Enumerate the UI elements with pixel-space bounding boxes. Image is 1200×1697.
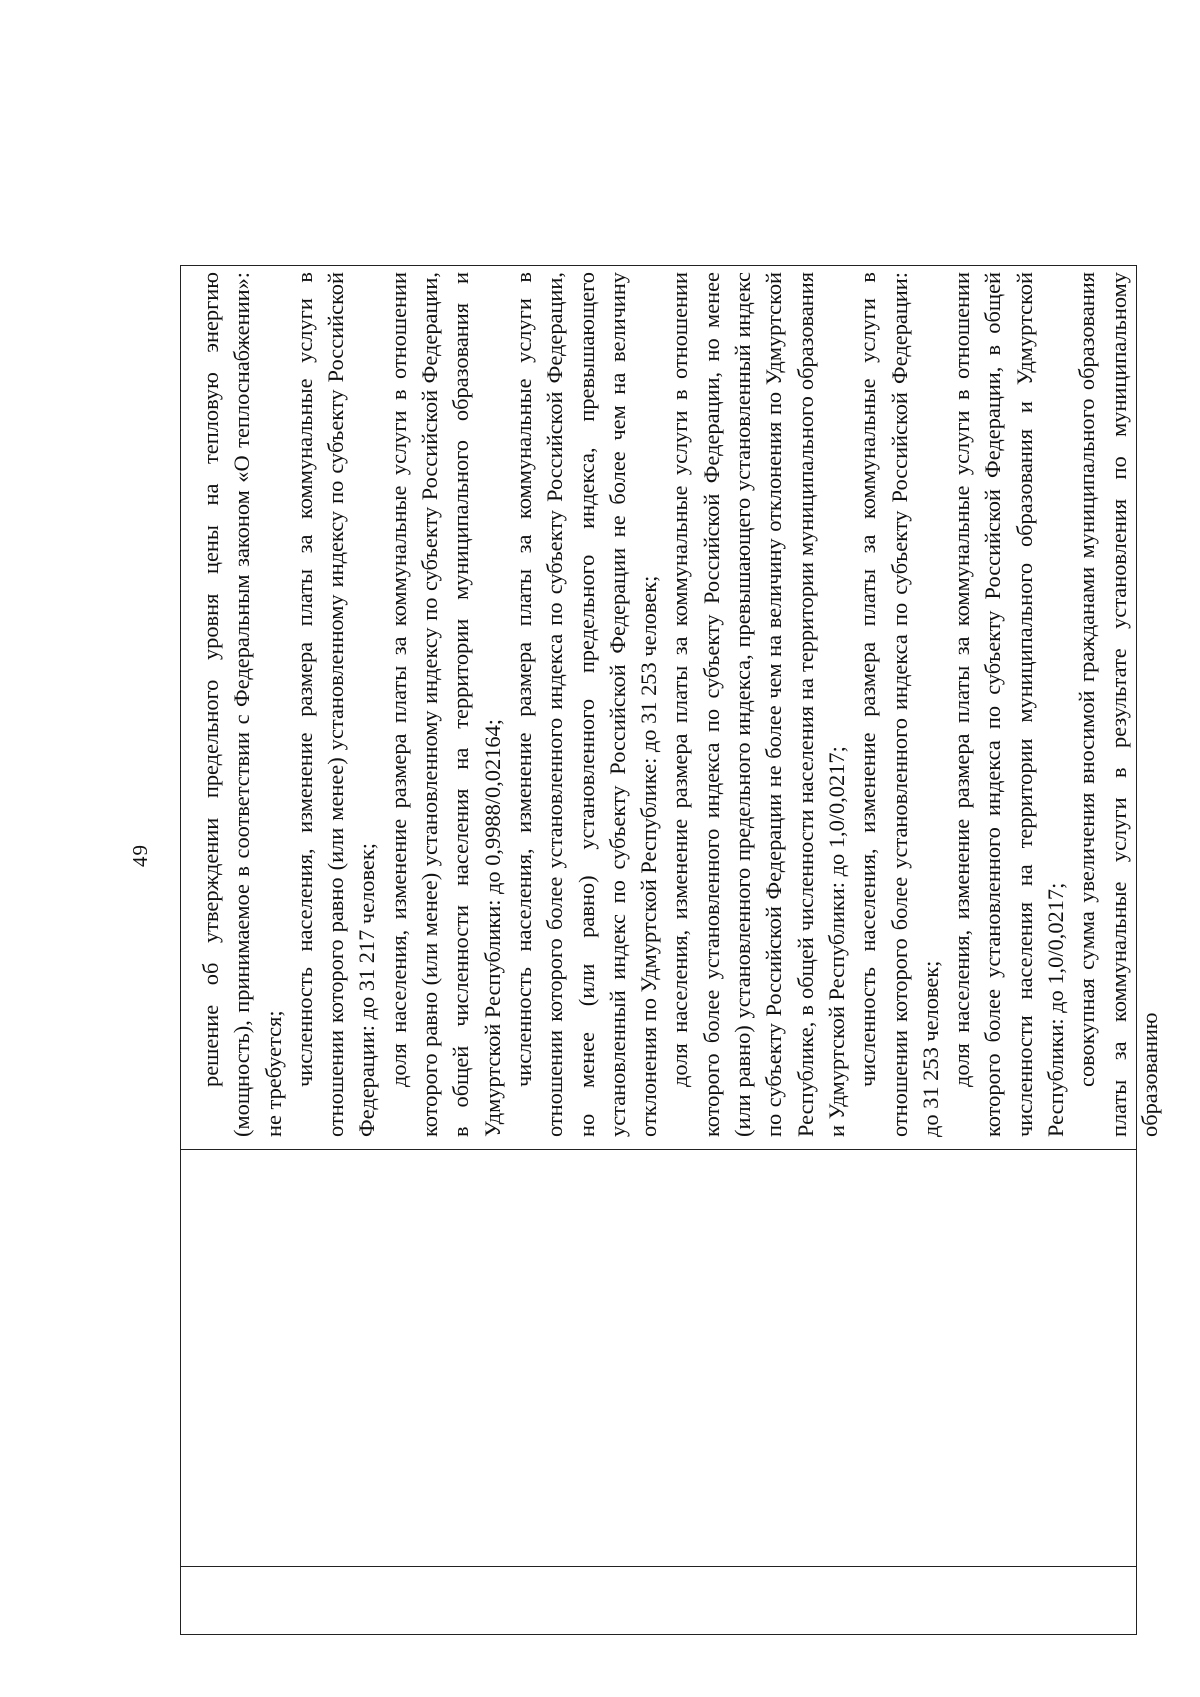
paragraph-total-increase: совокупная сумма увеличения вносимой гражданами муниципального образования платы за коммунальные услуги в результате установления по муниципальному образованию (1074, 272, 1162, 1137)
paragraph-share-equal-index: доля населения, изменение размера платы за коммунальные услуги в отношении которого равно (или менее) установленному индексу по субъекту Российской Федерации, в общей численности населения на территории муниципального образования и Удмуртской Республики: до 0,9988/0,02164; (385, 272, 505, 1137)
paragraph-share-above-index-within-limit: доля населения, изменение размера платы за коммунальные услуги в отношении которого более установленного индекса по субъекту Российской Федерации, но менее (или равно) установленного предельного индекса, превышающего установленный индекс по субъекту Российской Федерации не более чем на величину отклонения по Удмуртской Республике, в общей численности населения на территории муниципального образования и Удмуртской Республики: до 1,0/0,0217; (667, 272, 849, 1137)
paragraph-population-equal-index: численность населения, изменение размера платы за коммунальные услуги в отношении которого равно (или менее) установленному индексу по субъекту Российской Федерации: до 31 217 человек; (291, 272, 380, 1137)
table-column-2 (181, 1149, 1136, 1566)
page-number: 49 (128, 844, 152, 867)
table-column-3-text (181, 264, 1162, 1149)
paragraph-population-above-index-within-limit: численность населения, изменение размера платы за коммунальные услуги в отношении которого более установленного индекса по субъекту Российской Федерации, но менее (или равно) установленного предельного индекса, превышающего установленный индекс по субъекту Российской Федерации не более чем на величину отклонения по Удмуртской Республике: до 31 253 человек; (510, 272, 662, 1137)
document-table (180, 265, 1162, 1635)
paragraph-population-above-index: численность населения, изменение размера платы за коммунальные услуги в отношении которого более установленного индекса по субъекту Российской Федерации: до 31 253 человек; (855, 272, 943, 1137)
table-column-1 (181, 1566, 1136, 1634)
paragraph-share-above-index: доля населения, изменение размера платы за коммунальные услуги в отношении которого более установленного индекса по субъекту Российской Федерации, в общей численности населения на территории муниципального образования и Удмуртской Республики: до 1,0/0,0217; (949, 272, 1069, 1137)
paragraph-heat-price-decision: решение об утверждении предельного уровня цены на тепловую энергию (мощность), принимаемое в соответствии с Федеральным законом «О теплоснабжении»: не требуется; (198, 272, 286, 1137)
